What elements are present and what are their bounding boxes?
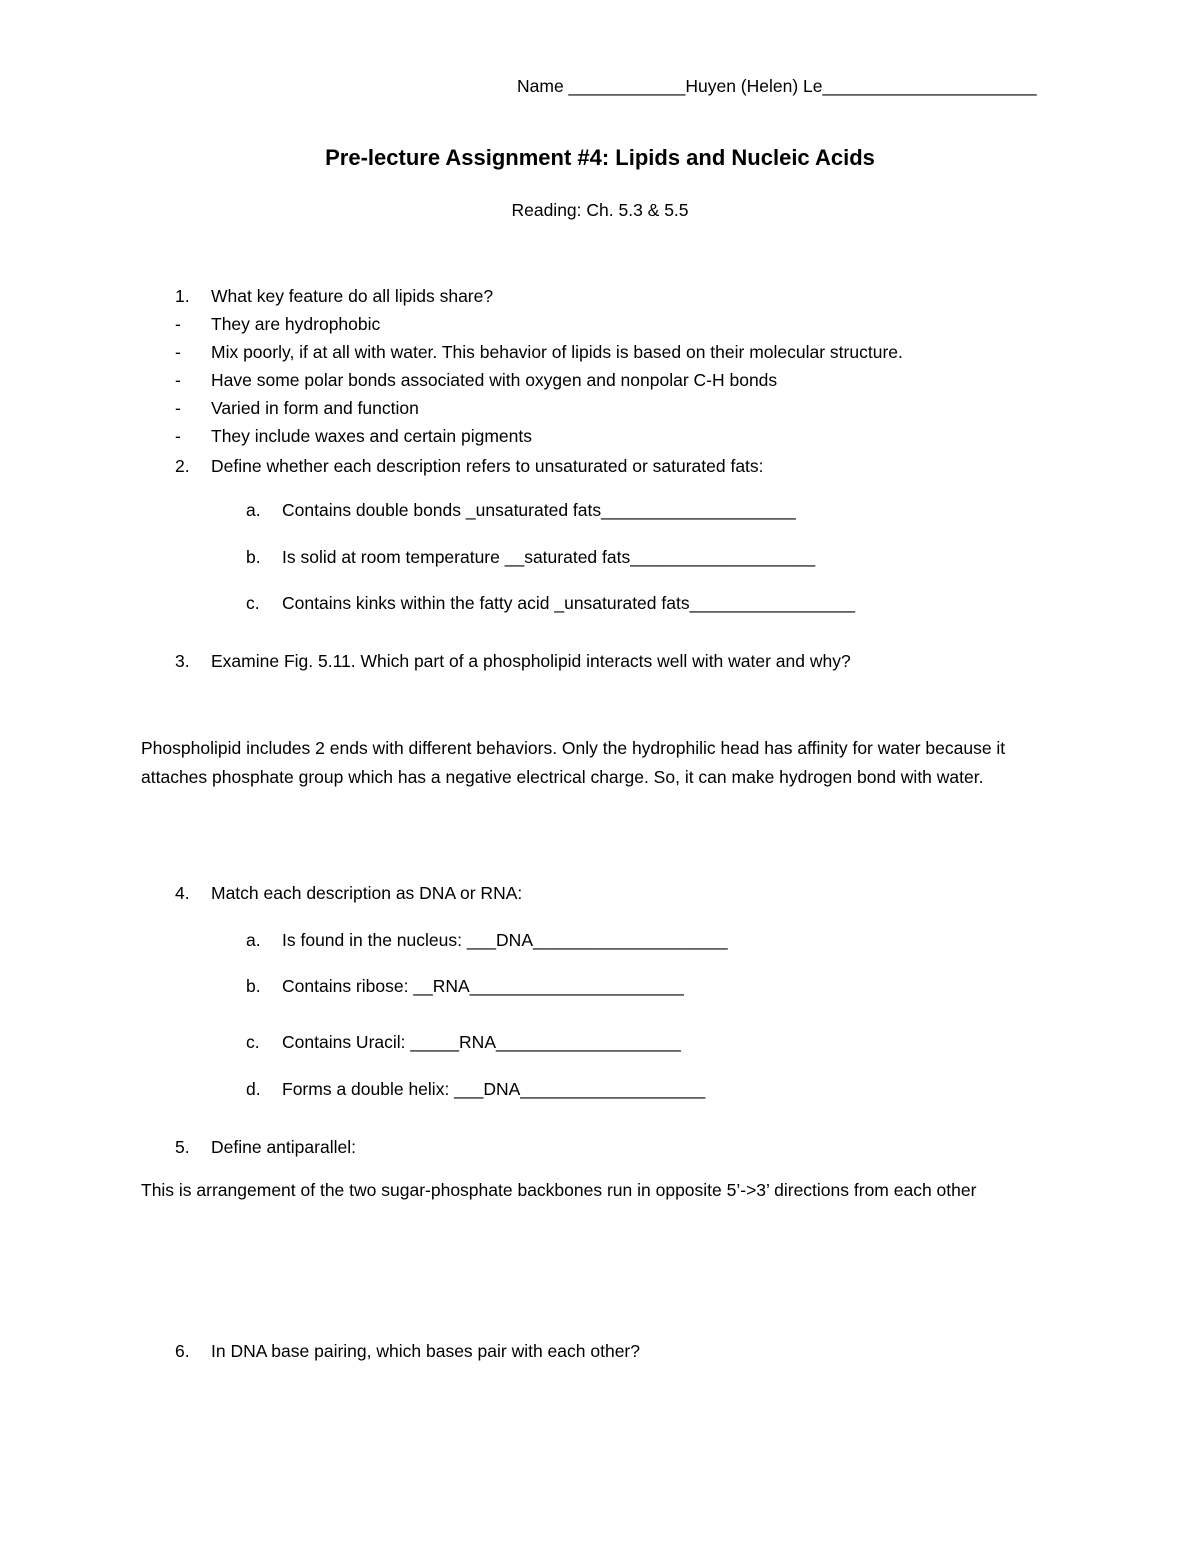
question-3: Examine Fig. 5.11. Which part of a phospholipid interacts well with water and why? [211, 651, 851, 671]
bullet-dash: - [175, 342, 181, 362]
question-6: In DNA base pairing, which bases pair with each other? [211, 1341, 640, 1361]
reading-line: Reading: Ch. 5.3 & 5.5 [511, 200, 689, 220]
answer-item: Contains ribose: __RNA______________________ [282, 976, 684, 996]
item-letter: a. [246, 500, 261, 520]
answer-item: Is found in the nucleus: ___DNA____________________ [282, 930, 728, 950]
answer-paragraph: Phospholipid includes 2 ends with different behaviors. Only the hydrophilic head has affinity for water because it attaches phosphate group which has a negative electrical charge. So, it can make hydrogen bond with water. [141, 738, 1006, 787]
question-4: Match each description as DNA or RNA: [211, 883, 523, 903]
question-number: 3. [175, 651, 190, 671]
answer-bullet: They include waxes and certain pigments [211, 426, 533, 446]
bullet-dash: - [175, 370, 181, 390]
answer-bullet: Varied in form and function [211, 398, 419, 418]
question-number: 5. [175, 1137, 190, 1157]
question-number: 6. [175, 1341, 190, 1361]
item-letter: b. [246, 547, 261, 567]
answer-bullet: They are hydrophobic [211, 314, 381, 334]
answer-item: Contains double bonds _unsaturated fats____________________ [282, 500, 796, 520]
item-letter: d. [246, 1079, 261, 1099]
item-letter: c. [246, 1032, 260, 1052]
item-letter: c. [246, 593, 260, 613]
question-5: Define antiparallel: [211, 1137, 356, 1157]
answer-bullet: Have some polar bonds associated with oxygen and nonpolar C-H bonds [211, 370, 778, 390]
name-line: Name ____________Huyen (Helen) Le______________________ [517, 76, 1037, 96]
item-letter: b. [246, 976, 261, 996]
item-letter: a. [246, 930, 261, 950]
question-1: What key feature do all lipids share? [211, 286, 494, 306]
question-number: 2. [175, 456, 190, 476]
bullet-dash: - [175, 426, 181, 446]
bullet-dash: - [175, 398, 181, 418]
answer-item: Contains Uracil: _____RNA___________________ [282, 1032, 681, 1052]
question-number: 4. [175, 883, 190, 903]
page-title: Pre-lecture Assignment #4: Lipids and Nucleic Acids [325, 145, 875, 170]
bullet-dash: - [175, 314, 181, 334]
answer-bullet: Mix poorly, if at all with water. This behavior of lipids is based on their molecular structure. [211, 342, 903, 362]
answer-paragraph: This is arrangement of the two sugar-phosphate backbones run in opposite 5’->3’ directions from each other [141, 1180, 977, 1200]
question-number: 1. [175, 286, 190, 306]
question-2: Define whether each description refers to unsaturated or saturated fats: [211, 456, 764, 476]
answer-item: Forms a double helix: ___DNA___________________ [282, 1079, 706, 1099]
answer-item: Contains kinks within the fatty acid _unsaturated fats_________________ [282, 593, 856, 613]
answer-item: Is solid at room temperature __saturated fats___________________ [282, 547, 816, 567]
